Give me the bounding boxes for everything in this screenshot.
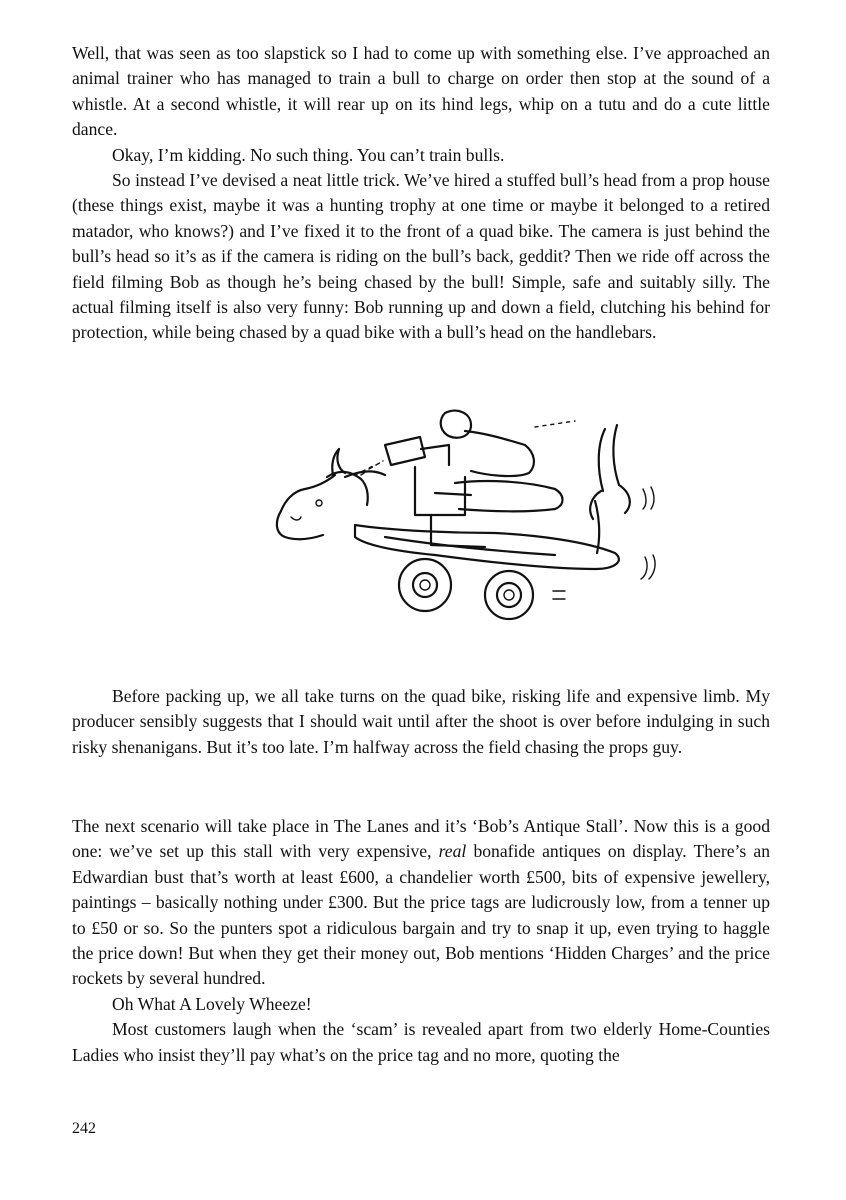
paragraph-text: bonafide antiques on display. There’s an Edwardian bust that’s worth at least £600, a chandelier worth £500, bits of expensive jewellery, paintings – basically nothing under £300. But the price tags are ludicrously low, from a tenner up to £50 or so. So the punters spot a ridiculous bargain and try to snap it up, even trying to haggle the price down! But when they get their money out, Bob mentions ‘Hidden Charges’ and the price rockets by several hundred. [72,841,770,989]
italic-emphasis: real [438,841,467,862]
text-block-middle [72,684,770,760]
paragraph: Before packing up, we all take turns on the quad bike, risking life and expensive limb. My producer sensibly suggests that I should wait until after the shoot is over before indulging in such risky shenanigans. But it’s too late. I’m halfway across the field chasing the props guy. [72,686,770,757]
paragraph: Most customers laugh when the ‘scam’ is revealed apart from two elderly Home-Counties Ladies who insist they’ll pay what’s on the price tag and no more, quoting the [72,1019,770,1065]
paragraph: Okay, I’m kidding. No such thing. You can’t train bulls. [112,144,505,165]
text-block-top [72,41,770,346]
quad-bike-bull-illustration [235,405,675,630]
rider-head [441,411,471,438]
front-wheel [399,559,451,611]
bull-head-outline [277,475,335,539]
camera-body [385,437,425,465]
paragraph: Well, that was seen as too slapstick so I had to come up with something else. I’ve approached an animal trainer who has managed to train a bull to charge on order then stop at the sound of a whistle. At a second whistle, it will rear up on its hind legs, whip on a tutu and do a cute little dance. [72,43,770,140]
paragraph [72,814,770,992]
paragraph: Oh What A Lovely Wheeze! [112,993,312,1014]
paragraph: So instead I’ve devised a neat little trick. We’ve hired a stuffed bull’s head from a prop house (these things exist, maybe it was a hunting trophy at one time or maybe it belonged to a retired matador, who knows?) and I’ve fixed it to the front of a quad bike. The camera is just behind the bull’s head so it’s as if the camera is riding on the bull’s back, geddit? Then we ride off across the field filming Bob as though he’s being chased by the bull! Simple, safe and suitably silly. The actual filming itself is also very funny: Bob running up and down a field, clutching his behind for protection, while being chased by a quad bike with a bull’s head on the handlebars. [72,170,770,343]
quad-bike-frame [355,525,619,569]
paragraph-text: The next scenario will take place in The Lanes and it’s ‘Bob’s Antique Stall’. Now this is a good one: we’ve set up this stall with very expensive, [72,816,770,862]
rider-legs [599,425,619,491]
text-block-bottom [72,814,770,1068]
page-number: 242 [72,1120,96,1137]
rear-wheel [485,571,533,619]
